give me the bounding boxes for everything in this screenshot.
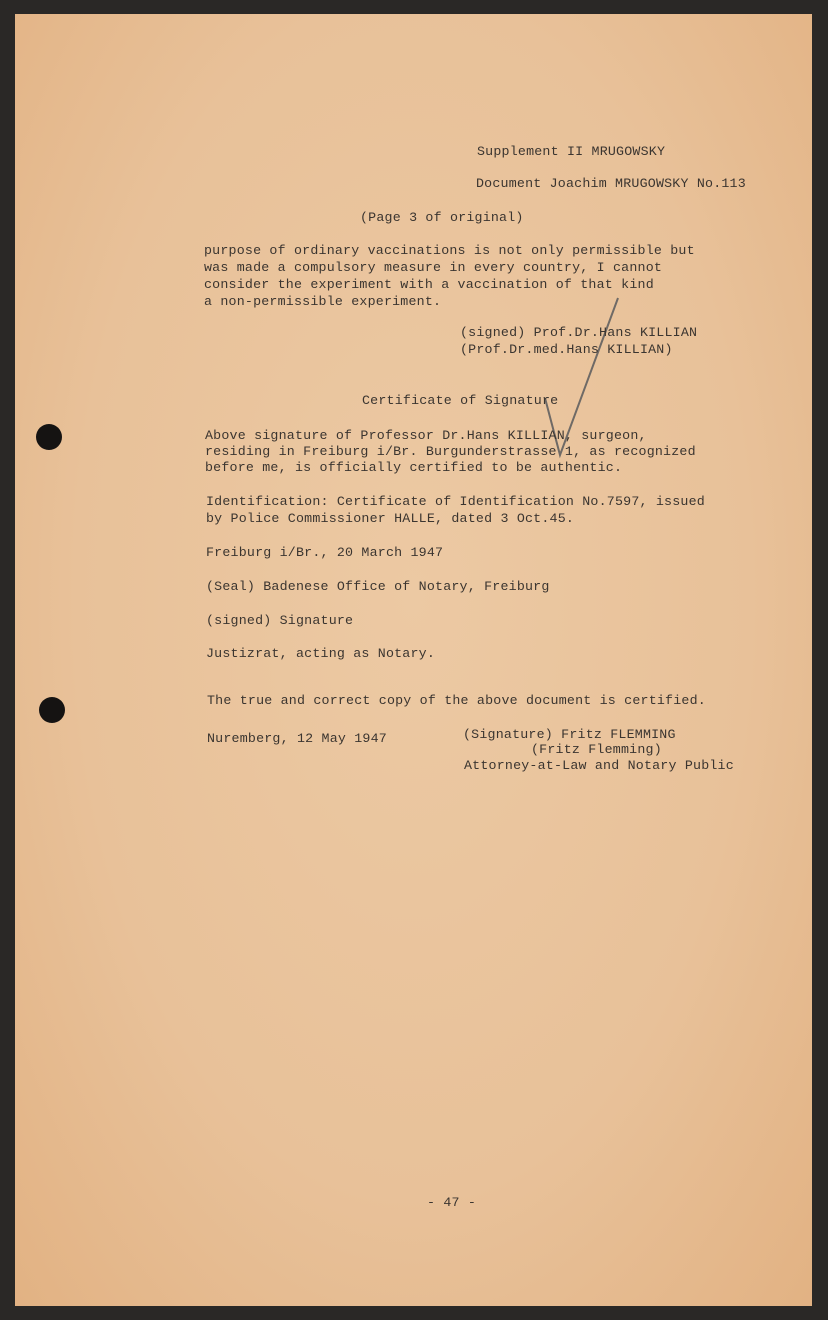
attestation-statement: The true and correct copy of the above document is certified. [207,693,706,708]
identification-line: Identification: Certificate of Identification No.7597, issued [206,494,705,509]
certificate-line: before me, is officially certified to be authentic. [205,460,623,475]
certificate-line: Above signature of Professor Dr.Hans KILLIAN, surgeon, [205,428,647,443]
attestation-title: Attorney-at-Law and Notary Public [464,758,734,773]
document-number: Document Joachim MRUGOWSKY No.113 [476,176,746,191]
paragraph-line: a non-permissible experiment. [204,294,442,309]
notary-line: Justizrat, acting as Notary. [206,646,436,661]
signed-line: (signed) Prof.Dr.Hans KILLIAN [460,325,698,340]
signed-name: (Prof.Dr.med.Hans KILLIAN) [460,342,673,357]
attestation-place-date: Nuremberg, 12 May 1947 [207,731,387,746]
place-date: Freiburg i/Br., 20 March 1947 [206,545,444,560]
identification-line: by Police Commissioner HALLE, dated 3 Oct.45. [206,511,575,526]
paragraph-line: was made a compulsory measure in every country, I cannot [204,260,663,275]
certificate-title: Certificate of Signature [362,393,559,408]
page-number: - 47 - [427,1195,477,1210]
certificate-line: residing in Freiburg i/Br. Burgunderstrasse 1, as recognized [205,444,696,459]
supplement-heading: Supplement II MRUGOWSKY [477,144,666,159]
paragraph-line: purpose of ordinary vaccinations is not only permissible but [204,243,695,258]
attestation-signature: (Signature) Fritz FLEMMING [463,727,676,742]
signed-signature: (signed) Signature [206,613,354,628]
attestation-name: (Fritz Flemming) [531,742,662,757]
paragraph-line: consider the experiment with a vaccination of that kind [204,277,654,292]
seal-line: (Seal) Badenese Office of Notary, Freiburg [206,579,550,594]
page-note: (Page 3 of original) [360,210,524,225]
